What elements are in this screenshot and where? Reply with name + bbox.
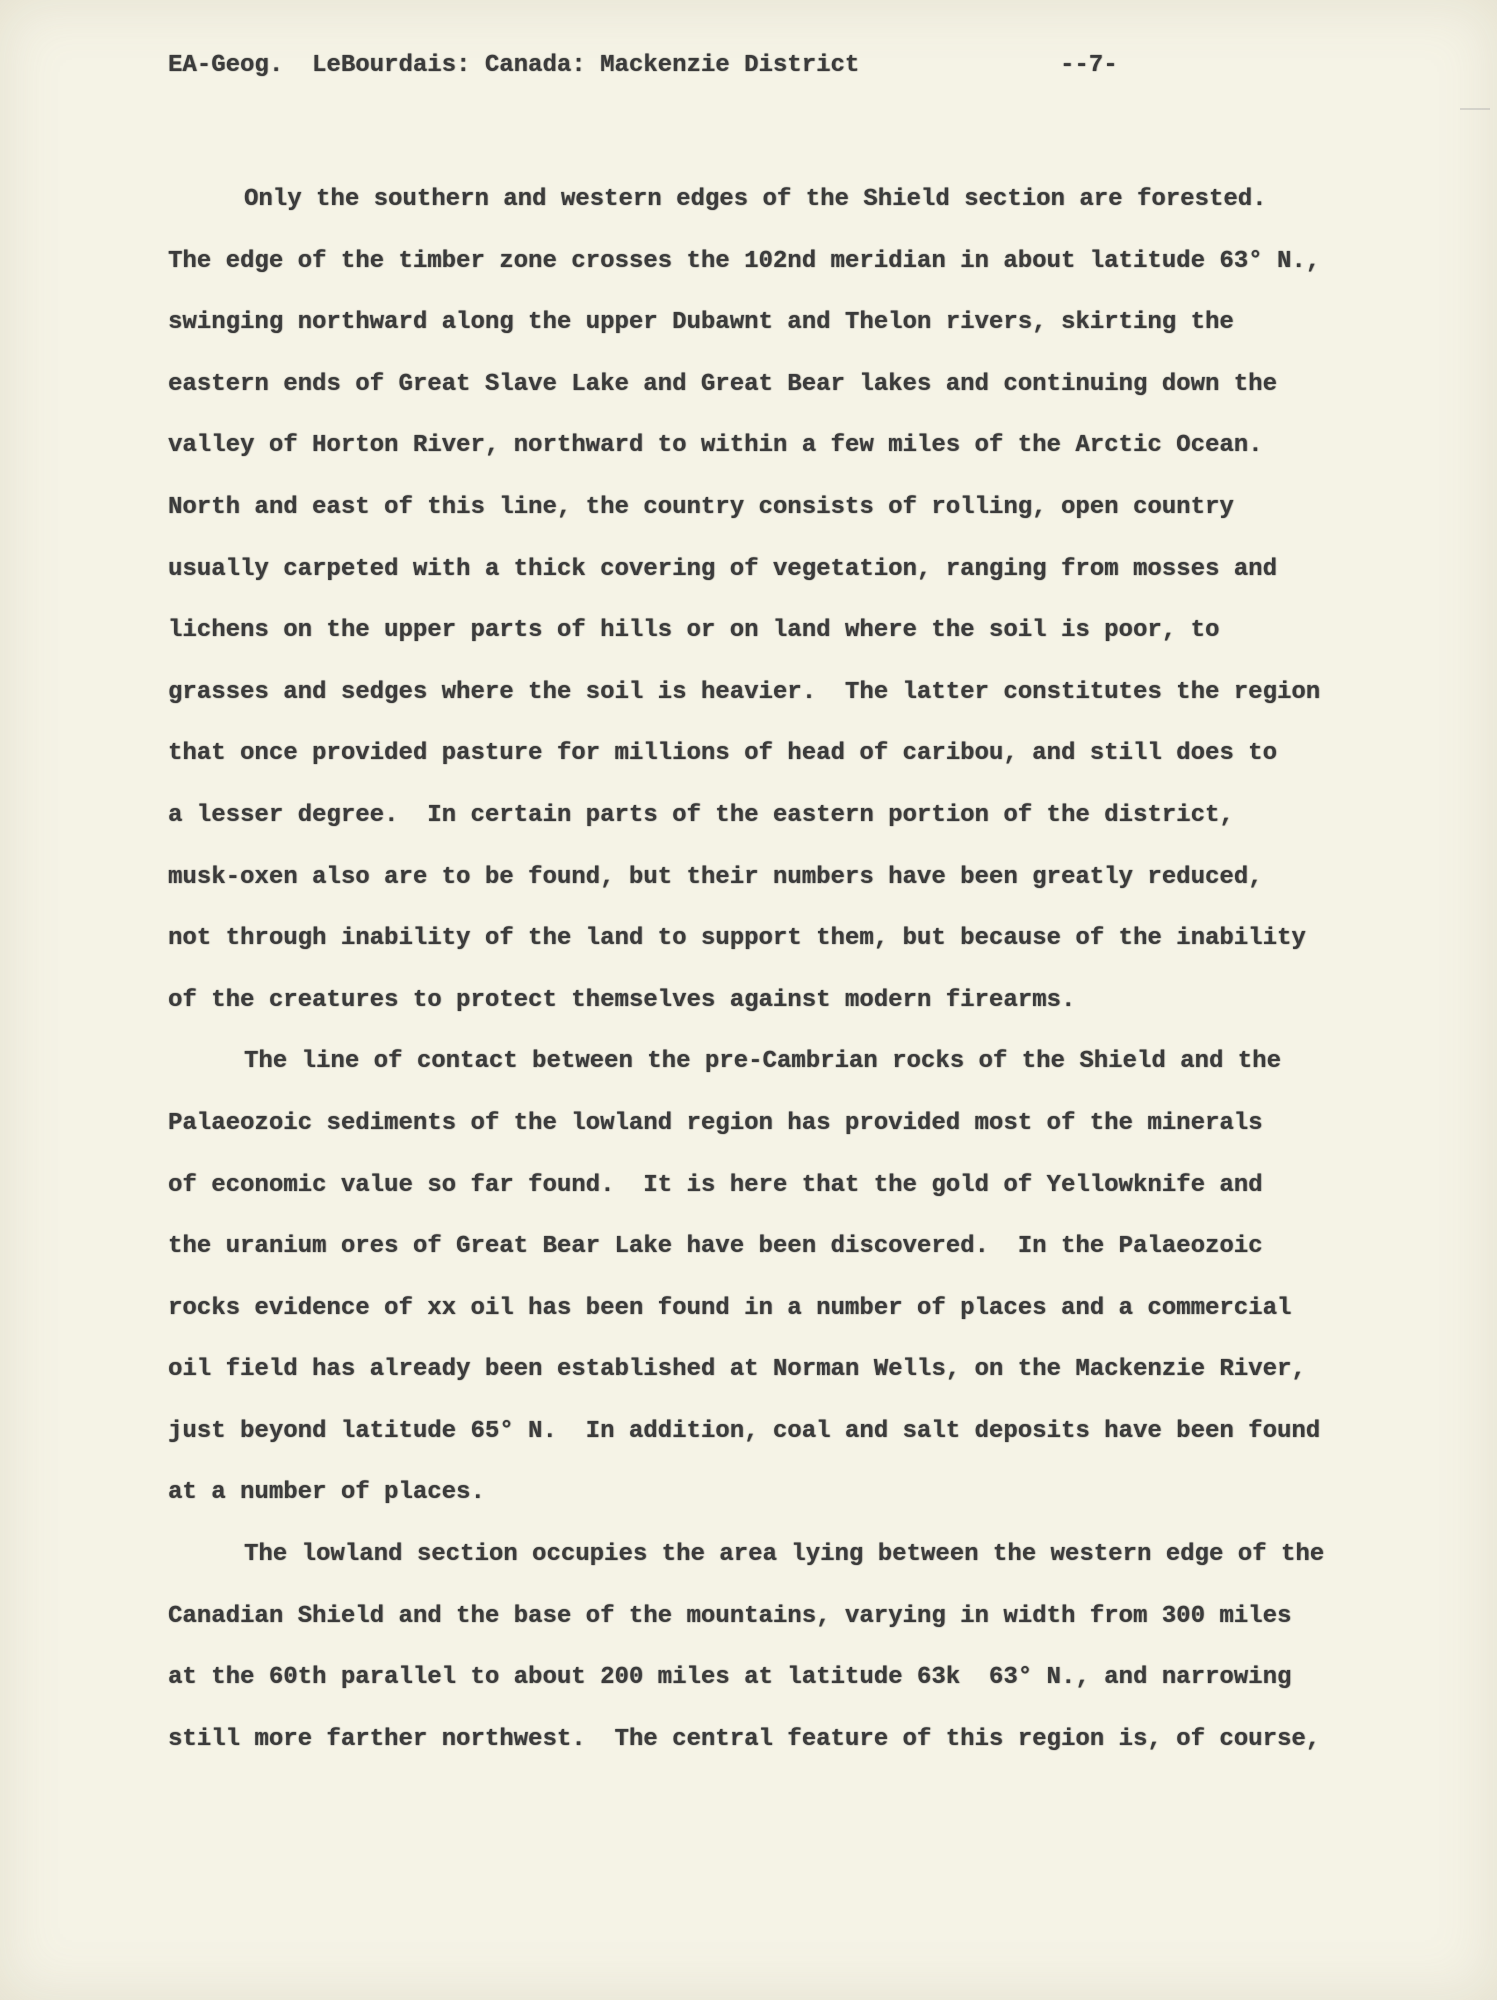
text-line: that once provided pasture for millions of head of caribou, and still does to — [168, 740, 1277, 768]
text-line: not through inability of the land to support them, but because of the inability — [168, 925, 1306, 953]
text-line: grasses and sedges where the soil is heavier. The latter constitutes the region — [168, 678, 1321, 706]
text-line: North and east of this line, the country consists of rolling, open country — [168, 493, 1234, 521]
text-line: usually carpeted with a thick covering of vegetation, ranging from mosses and — [168, 555, 1277, 583]
header-title: EA-Geog. LeBourdais: Canada: Mackenzie District — [168, 52, 860, 79]
text-line: The edge of the timber zone crosses the 102nd meridian in about latitude 63° N., — [168, 247, 1321, 275]
text-line: The lowland section occupies the area lying between the western edge of the — [244, 1541, 1325, 1569]
text-line: oil field has already been established at Norman Wells, on the Mackenzie River, — [168, 1356, 1306, 1384]
text-line: just beyond latitude 65° N. In addition, coal and salt deposits have been found — [168, 1417, 1321, 1445]
text-line: a lesser degree. In certain parts of the eastern portion of the district, — [168, 801, 1234, 829]
text-line: lichens on the upper parts of hills or on land where the soil is poor, to — [168, 617, 1220, 645]
text-line: still more farther northwest. The central feature of this region is, of course, — [168, 1725, 1321, 1753]
body-text — [168, 169, 1428, 1770]
margin-mark — [1460, 108, 1490, 120]
text-line: at a number of places. — [168, 1479, 485, 1507]
text-line: rocks evidence of xx oil has been found in a number of places and a commercial — [168, 1294, 1292, 1322]
text-line: of the creatures to protect themselves against modern firearms. — [168, 986, 1076, 1014]
text-line: Only the southern and western edges of the Shield section are forested. — [244, 186, 1267, 213]
text-line: The line of contact between the pre-Cambrian rocks of the Shield and the — [244, 1048, 1281, 1076]
page-header — [168, 52, 1368, 88]
text-line: Palaeozoic sediments of the lowland region has provided most of the minerals — [168, 1109, 1263, 1137]
text-line: swinging northward along the upper Dubawnt and Thelon rivers, skirting the — [168, 309, 1234, 337]
text-line: the uranium ores of Great Bear Lake have been discovered. In the Palaeozoic — [168, 1233, 1263, 1261]
text-line: musk-oxen also are to be found, but their numbers have been greatly reduced, — [168, 863, 1263, 891]
text-line: eastern ends of Great Slave Lake and Great Bear lakes and continuing down the — [168, 370, 1277, 398]
page-number: --7- — [1060, 52, 1118, 79]
text-line: of economic value so far found. It is here that the gold of Yellowknife and — [168, 1171, 1263, 1199]
text-line: at the 60th parallel to about 200 miles at latitude 63k 63° N., and narrowing — [168, 1664, 1292, 1692]
text-line: valley of Horton River, northward to within a few miles of the Arctic Ocean. — [168, 432, 1263, 460]
text-line: Canadian Shield and the base of the mountains, varying in width from 300 miles — [168, 1602, 1292, 1630]
